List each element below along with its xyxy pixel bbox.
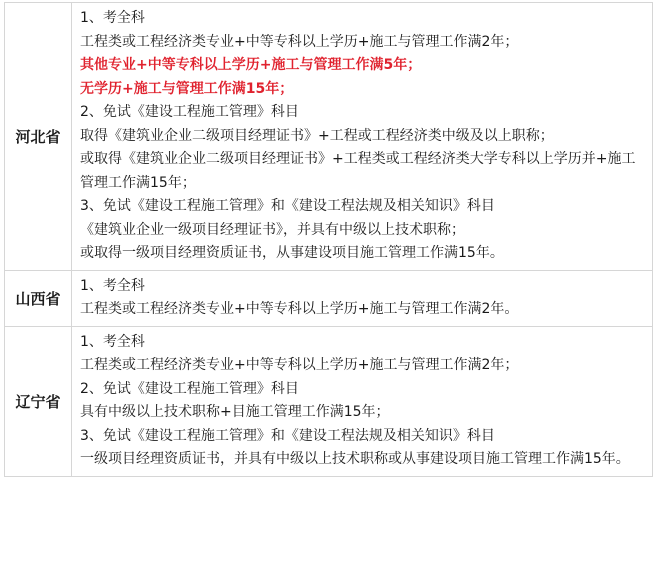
requirement-line-highlight: 无学历+施工与管理工作满15年； — [80, 80, 294, 97]
requirement-line: 工程类或工程经济类专业+中等专科以上学历+施工与管理工作满2年； — [80, 33, 519, 50]
requirement-line: 工程类或工程经济类专业+中等专科以上学历+施工与管理工作满2年。 — [80, 301, 519, 317]
requirement-line: 2、免试《建设工程施工管理》科目 — [80, 380, 299, 397]
requirement-line: 1、考全科 — [80, 277, 145, 294]
requirement-line: 《建筑业企业一级项目经理证书》，并具有中级以上技术职称； — [80, 221, 465, 238]
requirement-line: 取得《建筑业企业二级项目经理证书》+工程或工程经济类中级及以上职称； — [80, 127, 554, 144]
requirement-line-highlight: 其他专业+中等专科以上学历+施工与管理工作满5年； — [80, 57, 422, 73]
table-row — [5, 326, 653, 476]
requirement-line: 3、免试《建设工程施工管理》和《建设工程法规及相关知识》科目 — [80, 427, 495, 444]
province-cell: 山西省 — [5, 270, 72, 326]
requirements-cell — [72, 326, 653, 476]
requirements-cell — [72, 270, 653, 326]
table-row — [5, 3, 653, 271]
requirement-line: 或取得《建筑业企业二级项目经理证书》+工程类或工程经济类大学专科以上学历并+施工管理工作满15年； — [80, 151, 636, 191]
requirements-cell — [72, 3, 653, 271]
requirement-line: 一级项目经理资质证书，并具有中级以上技术职称或从事建设项目施工管理工作满15年。 — [80, 451, 630, 467]
province-cell: 辽宁省 — [5, 326, 72, 476]
requirement-line: 工程类或工程经济类专业+中等专科以上学历+施工与管理工作满2年； — [80, 357, 519, 373]
exam-requirements-table — [4, 2, 653, 477]
requirement-line: 具有中级以上技术职称+目施工管理工作满15年； — [80, 404, 390, 420]
requirement-line: 1、考全科 — [80, 333, 145, 350]
requirement-line: 1、考全科 — [80, 10, 145, 26]
requirement-line: 2、免试《建设工程施工管理》科目 — [80, 104, 299, 120]
requirement-line: 3、免试《建设工程施工管理》和《建设工程法规及相关知识》科目 — [80, 198, 495, 214]
requirement-line: 或取得一级项目经理资质证书，从事建设项目施工管理工作满15年。 — [80, 245, 504, 261]
province-cell: 河北省 — [5, 3, 72, 271]
table-row — [5, 270, 653, 326]
